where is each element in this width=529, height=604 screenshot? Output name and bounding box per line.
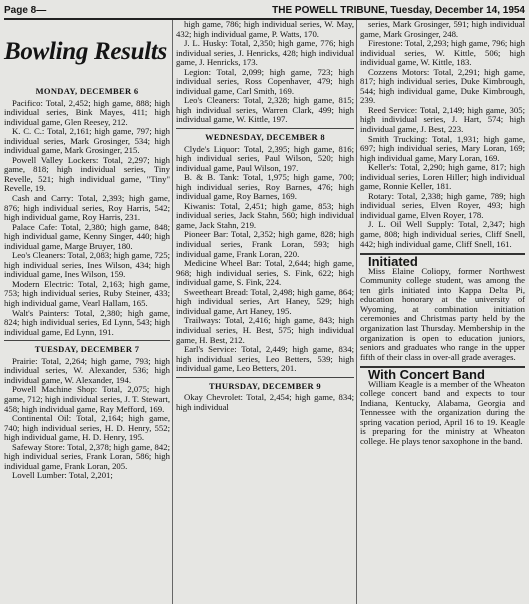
league-result: Smith Trucking: Total, 1,931; high game, 697; high individual series, Mary Loran, 169; high individual game, Mary Loran, 169. [360, 133, 525, 163]
league-result: Palace Cafe: Total, 2,380; high game, 848; high individual game, Kenny Singer, 440; high individual game, Marge Bruyer, 180. [4, 221, 170, 251]
page-number: Page 8— [4, 4, 47, 16]
column-1 [4, 83, 170, 481]
league-result: Safeway Store: Total, 2,378; high game, 842; high individual series, Frank Loran, 586; high individual game, Frank Loran, 205. [4, 441, 170, 471]
section-rule [176, 128, 354, 129]
section-rule [4, 340, 170, 341]
article-headline: Initiated [368, 254, 418, 270]
league-result: high game, 786; high individual series, W. May, 432; high individual game, P. Watts, 170. [176, 19, 354, 39]
bowling-results-headline: Bowling Results [4, 38, 167, 65]
concert-band-article [360, 366, 525, 446]
league-result: Legion: Total, 2,099; high game, 723; high individual series, Ross Copenhaver, 479; high individual game, Carl Smith, 169. [176, 66, 354, 96]
day-heading: MONDAY, DECEMBER 6 [35, 86, 139, 96]
league-result: series, Mark Grosinger, 591; high individual game, Mark Grosinger, 248. [360, 19, 525, 39]
league-result: Walt's Painters: Total, 2,380; high game, 824; high individual series, Ed Lynn, 543; high individual game, Ed Lynn, 191. [4, 307, 170, 337]
league-result: Kiwanis: Total, 2,451; high game, 853; high individual series, Jack Stahn, 560; high individual game, Jack Stahn, 219. [176, 200, 354, 230]
league-result: Powell Machine Shop: Total, 2,075; high game, 712; high individual series, J. T. Stewart, 458; high individual game, Ray Mefford, 169. [4, 384, 170, 414]
article-body: Miss Elaine Coliopy, former Northwest Community college student, was among the ten girls initiated into Kappa Delta Pi, education honorary at the university of Wyoming, at combination initiation ceremonies and Christmas party held by the organization last Thursday. Membership in the organization is open to education juniors, seniors and graduates who range in the upper fifth of their class in over-all grade averages. [360, 265, 525, 362]
league-result: Rotary: Total, 2,338; high game, 789; high individual series, Elven Royer, 493; high individual game, Elven Royer, 178. [360, 190, 525, 220]
league-result: Cash and Carry: Total, 2,393; high game, 876; high individual series, Roy Harris, 542; high individual game, Roy Harris, 231. [4, 193, 170, 223]
league-result: Sweetheart Bread: Total, 2,498; high game, 864; high individual series, Art Haney, 529; high individual game, Art Haney, 195. [176, 286, 354, 316]
league-result: Cozzens Motors: Total, 2,291; high game, 817; high individual series, Duke Kimbrough, 544; high individual game, Duke Kimbrough, 239. [360, 66, 525, 106]
article-body: William Keagle is a member of the Wheaton college concert band and expects to tour Indiana, Kentucky, Alabama, Georgia and Tennessee with the organization during the spring vacation period, April 16 to 19. Keagle is preparing for the ministry at Wheaton college. He plays tenor saxophone in the band. [360, 378, 525, 446]
league-result: Keller's: Total, 2,290; high game, 817; high individual series, Loren Hiller; high individual game, Ronnie Keller, 181. [360, 162, 525, 192]
day-heading: WEDNESDAY, DECEMBER 8 [205, 132, 325, 143]
league-result: Modern Electric: Total, 2,163; high game, 753; high individual series, Ruby Steiner, 433; high individual game, Vearl Hallam, 165. [4, 278, 170, 309]
section-rule [176, 377, 354, 378]
league-result: Leo's Cleaners: Total, 2,083; high game, 725; high individual series, Ines Wilson, 434; high individual game, Ines Wilson, 159. [4, 250, 170, 280]
league-result: Firestone: Total, 2,293; high game, 796; high individual series, W. Kittle, 506; high individual game, W. Kittle, 183. [360, 38, 525, 68]
league-result: Lovell Lumber: Total, 2,201; [12, 470, 113, 481]
league-result: J. L. Oil Well Supply: Total, 2,347; high game, 808; high individual series, Cliff Snell, 442; high individual game, Cliff Snell, 161. [360, 219, 525, 249]
masthead [4, 2, 525, 20]
column-divider [172, 20, 173, 604]
league-result: Leo's Cleaners: Total, 2,328; high game, 815; high individual series, Warren Clark, 499; high individual game, W. Kittle, 197. [176, 95, 354, 125]
day-heading: THURSDAY, DECEMBER 9 [209, 380, 321, 391]
league-result: Clyde's Liquor: Total, 2,395; high game, 816; high individual series, Paul Wilson, 520; high individual game, Paul Wilson, 197. [176, 143, 354, 173]
league-result: Okay Chevrolet: Total, 2,454; high game, 834; high individual [176, 392, 354, 412]
league-result: J. L. Husky: Total, 2,350; high game, 776; high individual series, J. Henricks, 428; high individual game, J. Henricks, 173. [176, 38, 354, 68]
day-heading: TUESDAY, DECEMBER 7 [34, 344, 140, 355]
league-result: Medicine Wheel Bar: Total, 2,644; high game, 968; high individual series, S. Fink, 622; high individual game, S. Fink, 224. [176, 258, 354, 288]
paper-dateline: THE POWELL TRIBUNE, Tuesday, December 14, 1954 [272, 4, 525, 16]
column-3 [360, 20, 525, 447]
article-headline: With Concert Band [368, 367, 485, 383]
league-result: Pacifico: Total, 2,452; high game, 888; high individual series, Bink Mayes, 411; high individual game, Glen Reesey, 212. [4, 97, 170, 127]
league-result: Earl's Service: Total, 2,449; high game, 834; high individual series, Leo Betters, 539; high individual game, Leo Betters, 201. [176, 344, 354, 374]
column-divider [356, 20, 357, 604]
column-2 [176, 20, 354, 412]
league-result: B. & B. Tank: Total, 1,975; high game, 700; high individual series, Roy Barnes, 476; high individual game, Roy Barnes, 169. [176, 172, 354, 202]
league-result: Powell Valley Lockers: Total, 2,297; high game, 818; high individual series, Tiny Revelle, 521; high individual game, "Tiny" Revelle, 19. [4, 154, 170, 194]
league-result: K. C. C.: Total, 2,161; high game, 797; high individual series, Mark Grosinger, 534; high individual game, Mark Grosinger, 215. [4, 126, 170, 156]
league-result: Reed Service: Total, 2,149; high game, 305; high individual series, J. Hart, 574; high individual game, J. Best, 223. [360, 104, 525, 135]
initiated-article [360, 253, 525, 362]
league-result: Pioneer Bar: Total, 2,352; high game, 828; high individual series, Frank Loran, 593; high individual game, Frank Loran, 220. [176, 229, 354, 259]
league-result: Continental Oil: Total, 2,164; high game, 740; high individual series, H. D. Henry, 552; high individual game, H. D. Henry, 195. [4, 413, 170, 443]
league-result: Prairie: Total, 2,264; high game, 793; high individual series, W. Alexander, 536; high individual game, W. Alexander, 194. [4, 355, 170, 385]
league-result: Trailways: Total, 2,416; high game, 843; high individual series, H. Best, 575; high individual game, H. Best, 212. [176, 315, 354, 345]
